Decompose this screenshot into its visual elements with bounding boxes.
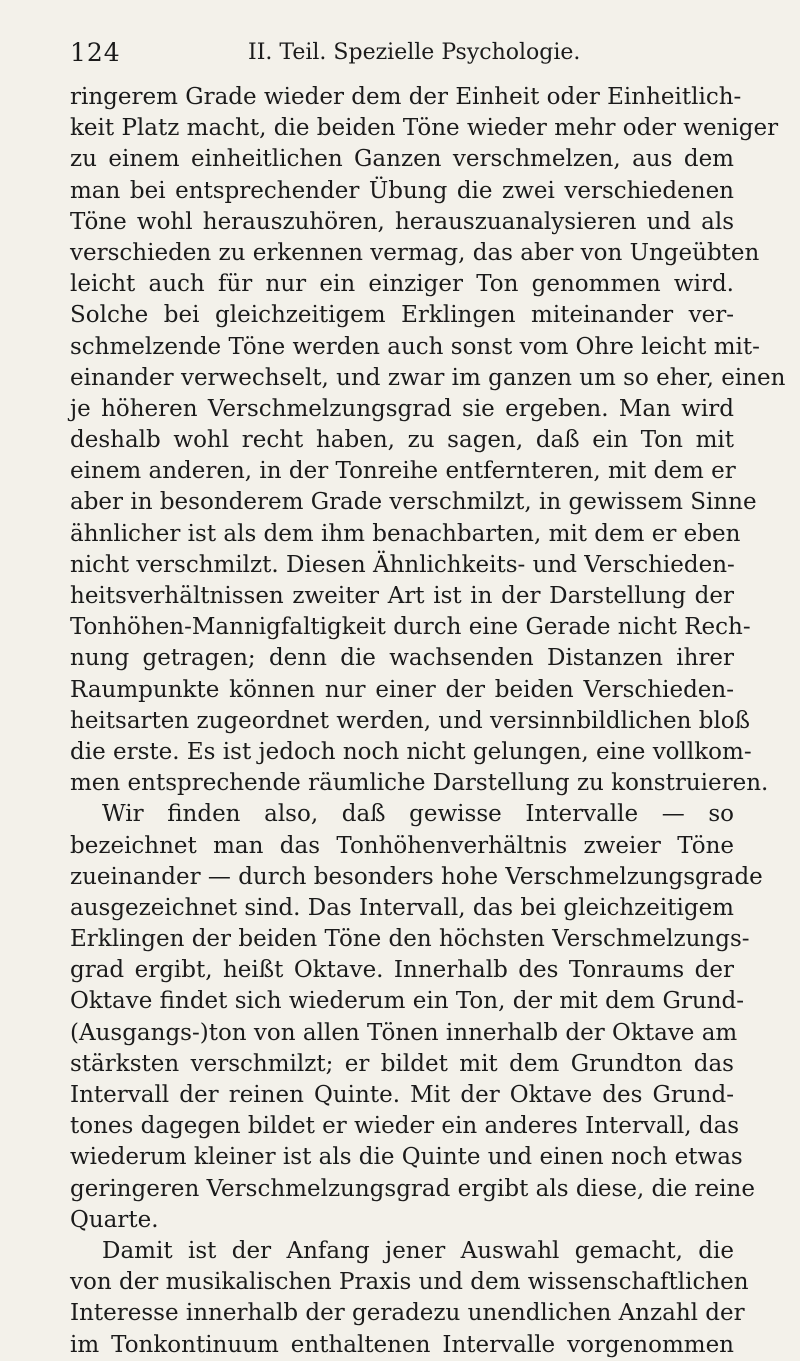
page-number: 124 <box>70 38 121 67</box>
text-line: Wir finden also, daß gewisse Intervalle — so <box>102 801 734 828</box>
text-line: zueinander — durch besonders hohe Verschmelzungsgrade <box>70 863 763 890</box>
text-line: Töne wohl herauszuhören, herauszuanalysieren und als <box>70 208 734 235</box>
text-line: heitsarten zugeordnet werden, und versinnbildlichen bloß <box>70 707 751 734</box>
text-line: Oktave findet sich wiederum ein Ton, der mit dem Grund- <box>70 988 745 1015</box>
text-line: geringeren Verschmelzungsgrad ergibt als diese, die reine <box>70 1175 755 1202</box>
text-line: man bei entsprechender Übung die zwei verschiedenen <box>70 177 734 204</box>
text-line: deshalb wohl recht haben, zu sagen, daß ein Ton mit <box>70 427 734 454</box>
text-line: Raumpunkte können nur einer der beiden Verschieden- <box>70 676 734 703</box>
running-head: II. Teil. Spezielle Psychologie. <box>248 40 581 65</box>
text-line: stärksten verschmilzt; er bildet mit dem Grundton das <box>70 1050 734 1077</box>
text-line: Quarte. <box>70 1206 159 1233</box>
text-line: (Ausgangs-)ton von allen Tönen innerhalb der Oktave am <box>70 1019 738 1046</box>
text-line: Tonhöhen-Mannigfaltigkeit durch eine Gerade nicht Rech- <box>70 614 751 641</box>
text-line: einander verwechselt, und zwar im ganzen um so eher, einen <box>70 364 786 391</box>
text-line: Solche bei gleichzeitigem Erklingen miteinander ver- <box>70 302 734 329</box>
text-line: leicht auch für nur ein einziger Ton genommen wird. <box>70 271 734 298</box>
page-header <box>70 38 730 68</box>
text-line: die erste. Es ist jedoch noch nicht gelungen, eine vollkom- <box>70 738 752 765</box>
text-line: grad ergibt, heißt Oktave. Innerhalb des Tonraums der <box>70 957 734 984</box>
text-line: je höheren Verschmelzungsgrad sie ergeben. Man wird <box>70 395 734 422</box>
text-line: im Tonkontinuum enthaltenen Intervalle vorgenommen <box>70 1331 734 1358</box>
text-line: tones dagegen bildet er wieder ein anderes Intervall, das <box>70 1113 740 1140</box>
text-line: Interesse innerhalb der geradezu unendlichen Anzahl der <box>70 1300 745 1327</box>
text-line: men entsprechende räumliche Darstellung zu konstruieren. <box>70 770 769 797</box>
text-line: nicht verschmilzt. Diesen Ähnlichkeits- und Verschieden- <box>70 551 735 578</box>
body-text <box>70 82 786 1361</box>
text-line: aber in besonderem Grade verschmilzt, in gewissem Sinne <box>70 489 757 516</box>
text-line: einem anderen, in der Tonreihe entfernteren, mit dem er <box>70 458 736 485</box>
text-line: Damit ist der Anfang jener Auswahl gemacht, die <box>102 1237 734 1264</box>
text-line: zu einem einheitlichen Ganzen verschmelzen, aus dem <box>70 146 734 173</box>
text-line: ringerem Grade wieder dem der Einheit oder Einheitlich- <box>70 84 742 110</box>
text-line: Intervall der reinen Quinte. Mit der Oktave des Grund- <box>70 1082 734 1108</box>
text-line: keit Platz macht, die beiden Töne wieder mehr oder weniger <box>70 115 779 142</box>
text-line: nung getragen; denn die wachsenden Distanzen ihrer <box>70 645 734 672</box>
text-line: Erklingen der beiden Töne den höchsten Verschmelzungs- <box>70 926 750 953</box>
text-line: verschieden zu erkennen vermag, das aber von Ungeübten <box>70 239 760 266</box>
text-line: ausgezeichnet sind. Das Intervall, das bei gleichzeitigem <box>70 894 734 921</box>
text-line: ähnlicher ist als dem ihm benachbarten, mit dem er eben <box>70 520 741 547</box>
text-line: von der musikalischen Praxis und dem wissenschaftlichen <box>70 1269 749 1296</box>
text-line: bezeichnet man das Tonhöhenverhältnis zweier Töne <box>70 832 734 859</box>
text-line: schmelzende Töne werden auch sonst vom Ohre leicht mit- <box>70 333 760 360</box>
text-line: wiederum kleiner ist als die Quinte und einen noch etwas <box>70 1144 743 1171</box>
text-line: heitsverhältnissen zweiter Art ist in der Darstellung der <box>70 583 734 609</box>
